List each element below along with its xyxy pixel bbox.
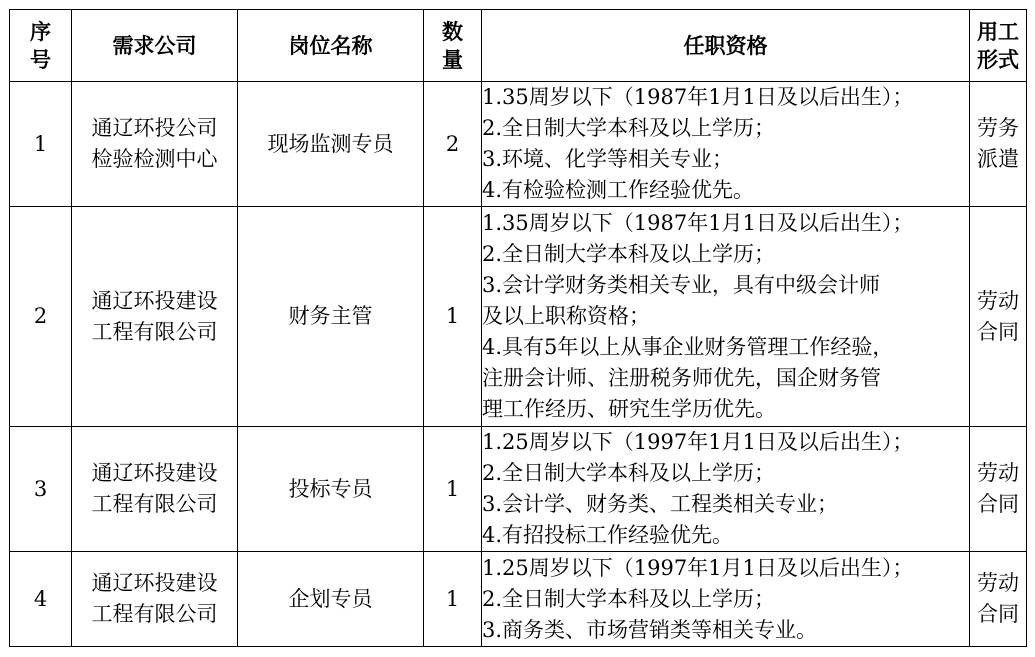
table-row [10, 552, 1027, 647]
cell-employment [970, 207, 1027, 427]
cell-requirements [482, 427, 970, 552]
header-quantity-line: 量 [442, 46, 463, 72]
employment-line: 劳动 [977, 461, 1019, 485]
employment-line: 劳动 [977, 571, 1019, 595]
cell-requirements [482, 552, 970, 647]
cell-employment [970, 427, 1027, 552]
job-requirements-table [9, 9, 1027, 647]
company-line: 检验检测中心 [91, 147, 218, 171]
table-row [10, 207, 1027, 427]
cell-seq: 1 [10, 82, 72, 207]
requirement-line: 1.35周岁以下（1987年1月1日及以后出生）； [482, 211, 914, 235]
header-company: 需求公司 [72, 10, 238, 82]
header-quantity-line: 数 [442, 18, 463, 44]
cell-company [72, 552, 238, 647]
requirement-line: 4.具有5年以上从事企业财务管理工作经验， [482, 335, 894, 359]
cell-requirements [482, 82, 970, 207]
employment-line: 劳务 [977, 116, 1019, 140]
company-line: 通辽环投建设 [91, 288, 218, 313]
header-seq-line: 序 [30, 18, 51, 44]
employment-line: 合同 [977, 319, 1019, 344]
cell-position: 企划专员 [238, 552, 424, 647]
header-seq [10, 10, 72, 82]
company-line: 工程有限公司 [91, 492, 218, 516]
requirement-line: 1.25周岁以下（1997年1月1日及以后出生）； [482, 430, 914, 454]
company-line: 工程有限公司 [91, 319, 218, 344]
requirement-line: 3.商务类、市场营销类等相关专业。 [482, 617, 818, 642]
header-seq-line: 号 [30, 46, 51, 72]
cell-quantity: 1 [424, 552, 482, 647]
cell-company [72, 82, 238, 207]
cell-company [72, 207, 238, 427]
requirement-line: 及以上职称资格； [482, 304, 650, 328]
header-employment [970, 10, 1027, 82]
cell-position: 投标专员 [238, 427, 424, 552]
header-employment-line: 用工 [977, 18, 1019, 44]
company-line: 通辽环投建设 [91, 571, 218, 595]
table-row [10, 427, 1027, 552]
header-position: 岗位名称 [238, 10, 424, 82]
employment-line: 合同 [977, 602, 1019, 626]
cell-position: 财务主管 [238, 207, 424, 427]
cell-employment [970, 82, 1027, 207]
company-line: 通辽环投公司 [91, 116, 218, 140]
cell-company [72, 427, 238, 552]
employment-line: 派遣 [977, 147, 1019, 171]
requirement-line: 4.有招投标工作经验优先。 [482, 523, 734, 547]
requirement-line: 2.全日制大学本科及以上学历； [482, 116, 776, 140]
cell-quantity: 1 [424, 427, 482, 552]
cell-position: 现场监测专员 [238, 82, 424, 207]
requirement-line: 3.会计学、财务类、工程类相关专业； [482, 492, 839, 516]
company-line: 工程有限公司 [91, 602, 218, 626]
header-quantity [424, 10, 482, 82]
requirement-line: 2.全日制大学本科及以上学历； [482, 242, 776, 266]
cell-quantity: 1 [424, 207, 482, 427]
table-row [10, 82, 1027, 207]
employment-line: 合同 [977, 492, 1019, 516]
cell-seq: 2 [10, 207, 72, 427]
requirement-line: 1.35周岁以下（1987年1月1日及以后出生）； [482, 85, 914, 109]
company-line: 通辽环投建设 [91, 461, 218, 485]
requirement-line: 3.会计学财务类相关专业，具有中级会计师 [482, 273, 881, 297]
requirement-line: 2.全日制大学本科及以上学历； [482, 461, 776, 485]
header-requirements: 任职资格 [482, 10, 970, 82]
header-employment-line: 形式 [977, 46, 1019, 72]
requirement-line: 理工作经历、研究生学历优先。 [482, 397, 776, 421]
cell-seq: 4 [10, 552, 72, 647]
requirement-line: 4.有检验检测工作经验优先。 [482, 178, 755, 202]
cell-seq: 3 [10, 427, 72, 552]
requirement-line: 1.25周岁以下（1997年1月1日及以后出生）； [482, 555, 914, 580]
employment-line: 劳动 [977, 288, 1019, 313]
requirement-line: 2.全日制大学本科及以上学历； [482, 586, 776, 611]
table-header-row [10, 10, 1027, 82]
requirement-line: 注册会计师、注册税务师优先，国企财务管 [482, 366, 881, 390]
requirement-line: 3.环境、化学等相关专业； [482, 147, 734, 171]
cell-quantity: 2 [424, 82, 482, 207]
cell-requirements [482, 207, 970, 427]
cell-employment [970, 552, 1027, 647]
